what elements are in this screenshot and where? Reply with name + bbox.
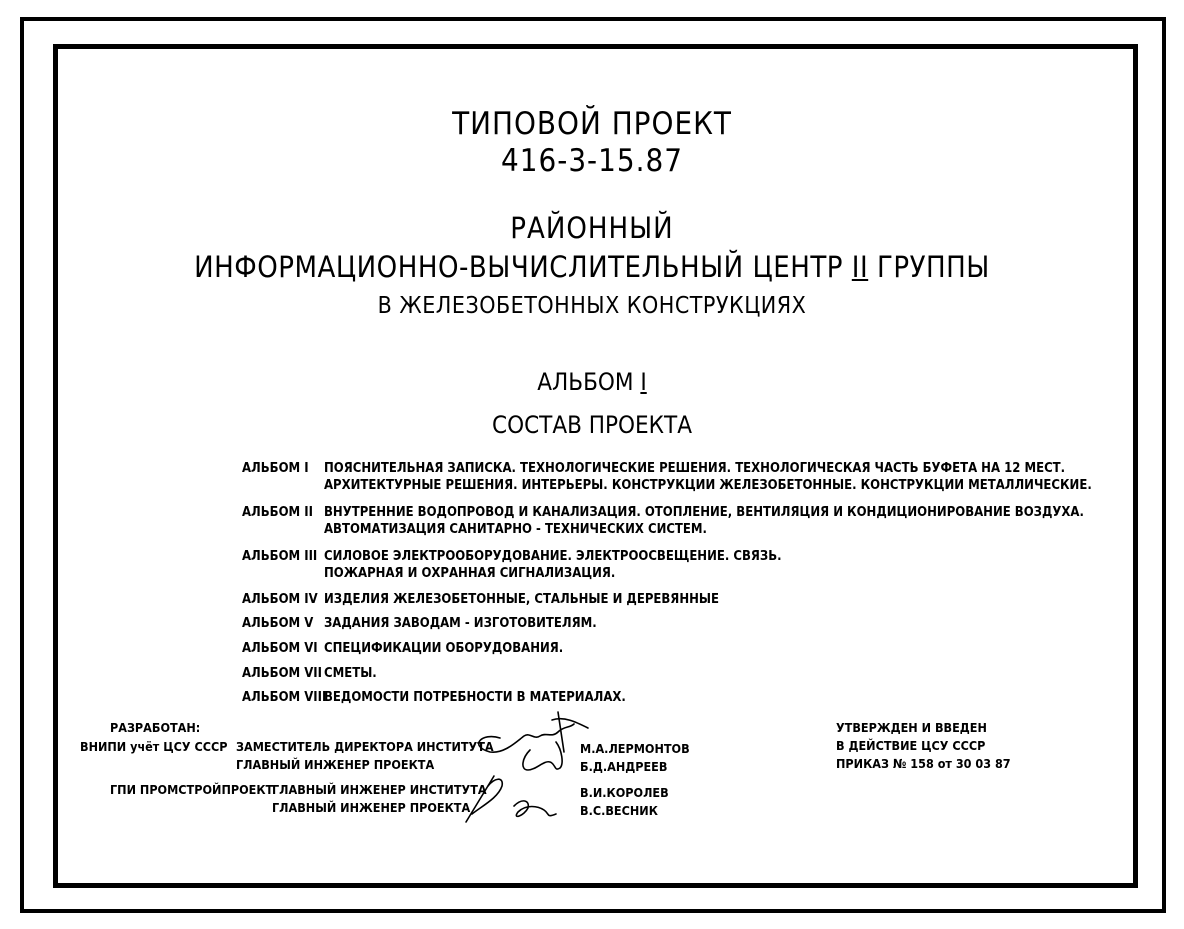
album-text: ИЗДЕЛИЯ ЖЕЛЕЗОБЕТОННЫЕ, СТАЛЬНЫЕ И ДЕРЕВЯННЫЕ <box>324 592 720 607</box>
org2-role-1: ГЛАВНЫЙ ИНЖЕНЕР ИНСТИТУТА <box>272 782 487 797</box>
approval-line-1: УТВЕРЖДЕН И ВВЕДЕН <box>836 720 987 735</box>
album-text: АРХИТЕКТУРНЫЕ РЕШЕНИЯ. ИНТЕРЬЕРЫ. КОНСТРУКЦИИ ЖЕЛЕЗОБЕТОННЫЕ. КОНСТРУКЦИИ МЕТАЛЛИЧЕСКИЕ. <box>324 478 1092 493</box>
title-line-4 <box>0 250 1184 284</box>
approval-line-2: В ДЕЙСТВИЕ ЦСУ СССР <box>836 738 986 753</box>
album-text: ПОЖАРНАЯ И ОХРАННАЯ СИГНАЛИЗАЦИЯ. <box>324 566 616 581</box>
album-text: СМЕТЫ. <box>324 666 377 681</box>
developed-label: РАЗРАБОТАН: <box>110 720 201 735</box>
album-label: АЛЬБОМ VII <box>242 666 322 681</box>
album-heading-pre: АЛЬБОМ <box>537 368 641 396</box>
title-line-4-post: ГРУППЫ <box>868 250 990 284</box>
org2-role-2: ГЛАВНЫЙ ИНЖЕНЕР ПРОЕКТА <box>272 800 471 815</box>
album-label: АЛЬБОМ IV <box>242 592 318 607</box>
album-text: СПЕЦИФИКАЦИИ ОБОРУДОВАНИЯ. <box>324 641 564 656</box>
org2-signer-1: В.И.КОРОЛЕВ <box>580 785 669 800</box>
approval-line-3: ПРИКАЗ № 158 от 30 03 87 <box>836 756 1011 771</box>
org1-role-2: ГЛАВНЫЙ ИНЖЕНЕР ПРОЕКТА <box>236 757 435 772</box>
album-text: ВЕДОМОСТИ ПОТРЕБНОСТИ В МАТЕРИАЛАХ. <box>324 690 626 705</box>
org2-signer-2: В.С.ВЕСНИК <box>580 803 658 818</box>
album-text: АВТОМАТИЗАЦИЯ САНИТАРНО - ТЕХНИЧЕСКИХ СИСТЕМ. <box>324 522 707 537</box>
album-label: АЛЬБОМ I <box>242 461 309 476</box>
title-line-4-pre: ИНФОРМАЦИОННО-ВЫЧИСЛИТЕЛЬНЫЙ ЦЕНТР <box>194 250 852 284</box>
album-text: СИЛОВОЕ ЭЛЕКТРООБОРУДОВАНИЕ. ЭЛЕКТРООСВЕЩЕНИЕ. СВЯЗЬ. <box>324 549 782 564</box>
title-line-1: ТИПОВОЙ ПРОЕКТ <box>452 106 732 142</box>
org1-role-1: ЗАМЕСТИТЕЛЬ ДИРЕКТОРА ИНСТИТУТА <box>236 739 494 754</box>
org2-name: ГПИ ПРОМСТРОЙПРОЕКТ <box>110 782 274 797</box>
album-text: ВНУТРЕННИЕ ВОДОПРОВОД И КАНАЛИЗАЦИЯ. ОТОПЛЕНИЕ, ВЕНТИЛЯЦИЯ И КОНДИЦИОНИРОВАНИЕ ВОЗДУХА. <box>324 505 1084 520</box>
title-line-3: РАЙОННЫЙ <box>510 211 674 245</box>
org1-signer-1: М.А.ЛЕРМОНТОВ <box>580 741 690 756</box>
org1-signer-2: Б.Д.АНДРЕЕВ <box>580 759 668 774</box>
project-number: 416-3-15.87 <box>501 143 683 179</box>
album-label: АЛЬБОМ III <box>242 549 318 564</box>
album-heading-number: I <box>640 368 647 396</box>
handwritten-signatures <box>460 702 590 832</box>
org1-name: ВНИПИ учёт ЦСУ СССР <box>80 739 228 754</box>
album-label: АЛЬБОМ II <box>242 505 313 520</box>
album-heading <box>0 368 1184 396</box>
album-text: ПОЯСНИТЕЛЬНАЯ ЗАПИСКА. ТЕХНОЛОГИЧЕСКИЕ РЕШЕНИЯ. ТЕХНОЛОГИЧЕСКАЯ ЧАСТЬ БУФЕТА НА 12 МЕСТ. <box>324 461 1066 476</box>
album-text: ЗАДАНИЯ ЗАВОДАМ - ИЗГОТОВИТЕЛЯМ. <box>324 616 597 631</box>
album-label: АЛЬБОМ VIII <box>242 690 327 705</box>
composition-heading: СОСТАВ ПРОЕКТА <box>492 411 692 439</box>
album-label: АЛЬБОМ VI <box>242 641 318 656</box>
album-label: АЛЬБОМ V <box>242 616 314 631</box>
title-line-5: В ЖЕЛЕЗОБЕТОННЫХ КОНСТРУКЦИЯХ <box>377 293 807 319</box>
group-number: II <box>851 250 869 284</box>
